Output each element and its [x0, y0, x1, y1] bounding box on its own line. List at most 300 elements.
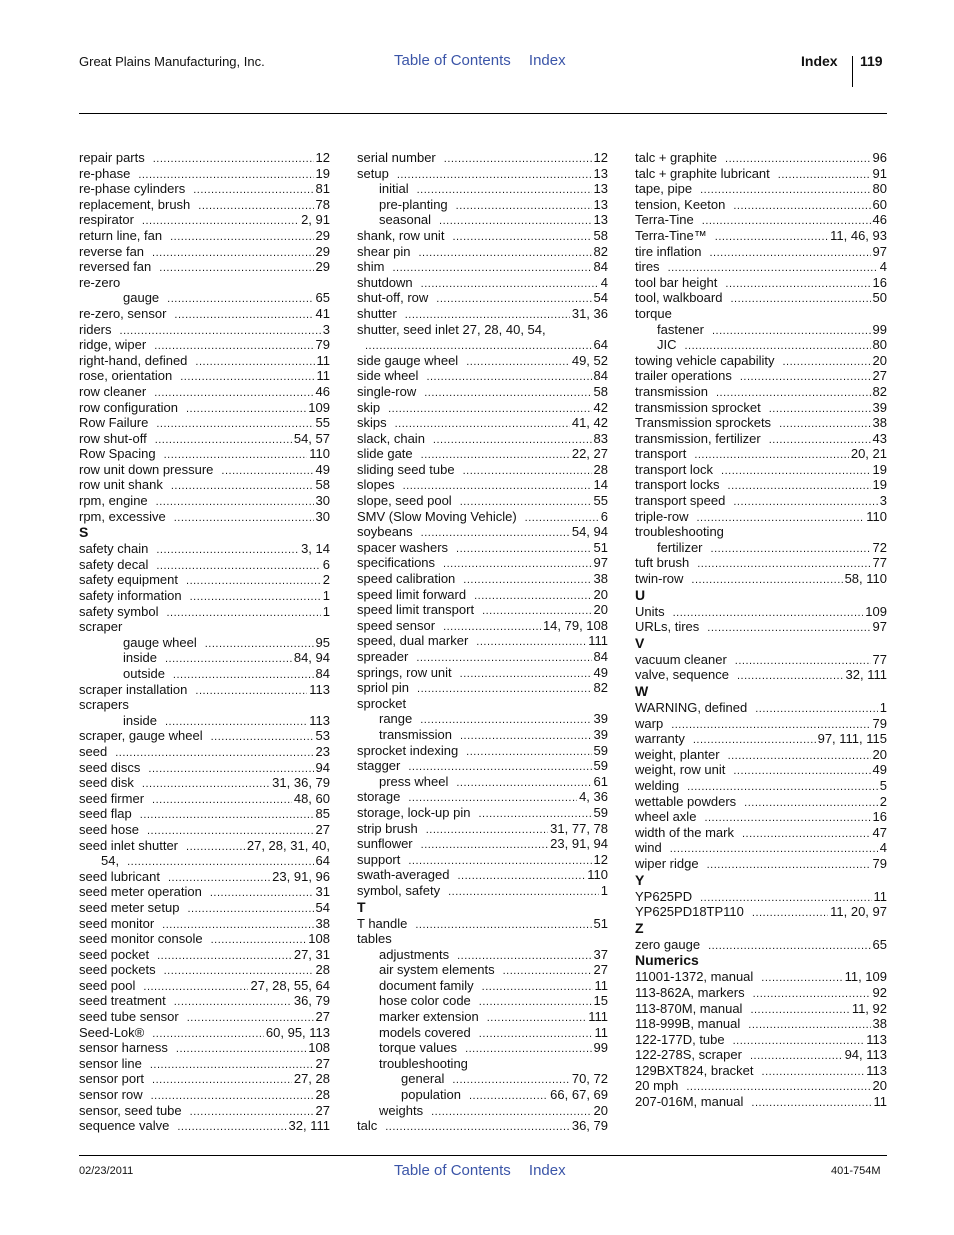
index-term: sliding seed tube: [357, 461, 455, 477]
page-reference[interactable]: 113: [866, 1031, 887, 1047]
page-reference[interactable]: 82: [593, 680, 608, 696]
index-letter-heading: Z: [635, 919, 644, 936]
dot-leader: [466, 745, 591, 761]
dot-leader: [397, 168, 592, 184]
index-term: seed meter operation: [79, 884, 202, 900]
page-reference[interactable]: 59: [593, 804, 608, 820]
page-reference[interactable]: 80: [872, 181, 887, 197]
page-reference[interactable]: 30: [315, 508, 330, 524]
page-reference[interactable]: 14, 79, 108: [542, 617, 608, 633]
table-of-contents-link[interactable]: Table of Contents: [394, 1162, 511, 1179]
page-reference[interactable]: 1: [322, 588, 330, 604]
page-reference[interactable]: 41: [315, 305, 330, 321]
page-reference[interactable]: 51: [593, 915, 608, 931]
page-reference[interactable]: 80: [872, 337, 887, 353]
page-reference[interactable]: 2: [879, 793, 887, 809]
index-term: 113-862A, markers: [635, 984, 745, 1000]
page-reference[interactable]: 96: [872, 150, 887, 165]
page-reference[interactable]: 11, 20, 97: [830, 904, 887, 920]
index-term: sensor line: [79, 1055, 142, 1071]
page-reference[interactable]: 111: [588, 1009, 608, 1025]
page-reference[interactable]: 79: [872, 715, 887, 731]
dot-leader: [482, 980, 593, 996]
index-entry: [635, 166, 887, 182]
index-term: transport: [635, 446, 687, 462]
index-entry: [357, 1071, 608, 1087]
index-term: sprocket indexing: [357, 742, 459, 758]
page-reference[interactable]: 11: [873, 1094, 887, 1110]
page-reference[interactable]: 48, 60: [293, 790, 330, 806]
page-reference[interactable]: 31, 36: [571, 305, 608, 321]
index-entry: [635, 1032, 887, 1048]
page-reference[interactable]: 58: [593, 227, 608, 243]
page-reference[interactable]: 99: [872, 321, 887, 337]
page-reference[interactable]: 28: [593, 461, 608, 477]
page-reference[interactable]: 15: [593, 993, 608, 1009]
page-reference[interactable]: 29: [315, 259, 330, 275]
index-term: soybeans: [357, 524, 413, 540]
page-reference[interactable]: 58: [593, 383, 608, 399]
page-reference[interactable]: 23, 91, 96: [272, 868, 330, 884]
dot-leader: [456, 776, 591, 792]
index-entry: [79, 493, 330, 509]
dot-leader: [460, 729, 592, 745]
page-reference[interactable]: 13: [593, 165, 608, 181]
dot-leader: [709, 246, 870, 262]
index-term: shim: [357, 259, 385, 275]
index-entry: [357, 509, 608, 525]
index-term: T handle: [357, 915, 408, 931]
index-entry: [79, 900, 330, 916]
index-term: stagger: [357, 758, 401, 774]
page-reference[interactable]: 42: [593, 399, 608, 415]
dot-leader: [479, 1027, 593, 1043]
table-of-contents-link[interactable]: Table of Contents: [394, 52, 511, 69]
page-reference[interactable]: 66, 67, 69: [550, 1087, 608, 1103]
index-entry: [79, 713, 330, 729]
index-entry: [635, 985, 887, 1001]
page-reference[interactable]: 84: [593, 649, 608, 664]
index-term: specifications: [357, 555, 436, 571]
index-term: shank, row unit: [357, 227, 445, 243]
page-reference[interactable]: 49: [593, 664, 608, 680]
page-reference[interactable]: 36, 79: [571, 1118, 608, 1134]
page-reference[interactable]: 54, 94: [571, 524, 608, 540]
index-term: range: [379, 711, 413, 727]
page-reference[interactable]: 49: [315, 461, 330, 477]
index-term: twin-row: [635, 571, 684, 587]
index-entry: [635, 825, 887, 841]
page-reference[interactable]: 38: [593, 571, 608, 587]
page-reference[interactable]: 65: [872, 936, 887, 952]
index-entry: [635, 700, 887, 716]
page-reference[interactable]: 95: [315, 634, 330, 650]
page-reference[interactable]: 39: [593, 726, 608, 742]
page-reference[interactable]: 1: [879, 700, 887, 715]
page-reference[interactable]: 38: [315, 915, 330, 931]
page-reference[interactable]: 97, 111, 115: [817, 731, 887, 747]
page-reference[interactable]: 38: [872, 1016, 887, 1032]
page-reference[interactable]: 28: [315, 962, 330, 978]
index-entry: [357, 947, 608, 963]
index-entry: [79, 541, 330, 557]
page-reference[interactable]: 82: [593, 243, 608, 259]
index-entry: [635, 306, 887, 322]
page-reference[interactable]: 51: [593, 539, 608, 555]
page-reference[interactable]: 11, 109: [844, 969, 887, 985]
page-reference[interactable]: 27: [315, 1055, 330, 1071]
index-entry: [357, 852, 608, 868]
page-reference[interactable]: 58, 110: [844, 571, 887, 587]
index-term: 118-999B, manual: [635, 1016, 741, 1032]
index-term: initial: [379, 181, 409, 197]
index-entry: [635, 150, 887, 166]
index-entry: [79, 462, 330, 478]
page-reference[interactable]: 3: [879, 493, 887, 509]
page-reference[interactable]: 85: [315, 806, 330, 822]
index-term: tape, pipe: [635, 181, 693, 197]
index-entry: [635, 667, 887, 683]
index-term: scraper installation: [79, 681, 188, 697]
index-entry: [357, 555, 608, 571]
index-entry: [79, 228, 330, 244]
page-reference[interactable]: 54, 57: [293, 430, 330, 446]
page-reference[interactable]: 47: [872, 824, 887, 840]
index-term: press wheel: [379, 773, 449, 789]
index-term: gauge: [123, 290, 160, 306]
page-reference[interactable]: 6: [600, 508, 608, 524]
index-term: row unit shank: [79, 477, 163, 493]
index-term: storage, lock-up pin: [357, 804, 471, 820]
page-reference[interactable]: 82: [872, 383, 887, 399]
page-reference[interactable]: 27: [315, 1102, 330, 1118]
page-reference[interactable]: 4, 36: [579, 789, 608, 805]
page-reference[interactable]: 27: [315, 1009, 330, 1025]
dot-leader: [712, 324, 871, 340]
page-reference[interactable]: 12: [315, 150, 330, 165]
page-reference[interactable]: 84: [315, 666, 330, 681]
page-reference[interactable]: 27, 28, 31, 40,: [246, 837, 330, 853]
index-entry: [79, 197, 330, 213]
index-entry: [635, 509, 887, 525]
page-reference[interactable]: 13: [593, 196, 608, 212]
page-reference[interactable]: 59: [593, 742, 608, 758]
page-reference[interactable]: 20: [593, 1102, 608, 1118]
page-reference[interactable]: 94: [315, 759, 330, 775]
index-entry: [79, 884, 330, 900]
page-reference[interactable]: 110: [309, 446, 330, 462]
page-reference[interactable]: 28: [315, 1087, 330, 1103]
index-entry: [357, 993, 608, 1009]
page-reference[interactable]: 46: [872, 212, 887, 228]
page-reference[interactable]: 32, 111: [288, 1118, 330, 1134]
page-reference[interactable]: 77: [872, 555, 887, 571]
page-reference[interactable]: 46: [315, 383, 330, 399]
index-term: vacuum cleaner: [635, 651, 727, 667]
dot-leader: [156, 543, 299, 559]
page-reference[interactable]: 19: [872, 461, 887, 477]
page-reference[interactable]: 72: [872, 539, 887, 555]
page-reference[interactable]: 70, 72: [571, 1071, 608, 1087]
page-reference[interactable]: 54: [593, 290, 608, 306]
page-reference[interactable]: 29: [315, 227, 330, 243]
index-entry: [79, 431, 330, 447]
page-reference[interactable]: 79: [872, 855, 887, 871]
page-reference[interactable]: 12: [593, 851, 608, 867]
index-entry: [357, 290, 608, 306]
index-entry: [79, 978, 330, 994]
page-reference[interactable]: 4: [600, 274, 608, 290]
index-term: weight, row unit: [635, 762, 726, 778]
page-reference[interactable]: 84, 94: [293, 650, 330, 666]
index-term: serial number: [357, 150, 436, 165]
page-reference[interactable]: 78: [315, 196, 330, 212]
page-reference[interactable]: 23: [315, 743, 330, 759]
index-term: side wheel: [357, 368, 419, 384]
page-reference[interactable]: 20, 21: [850, 446, 887, 462]
page-reference[interactable]: 12: [593, 150, 608, 165]
page-reference[interactable]: 99: [593, 1040, 608, 1056]
page-reference[interactable]: 113: [309, 681, 330, 697]
page-reference[interactable]: 31, 77, 78: [550, 820, 608, 836]
index-term: seed firmer: [79, 790, 145, 806]
page-reference[interactable]: 11: [594, 977, 608, 993]
page-reference[interactable]: 64: [593, 337, 608, 353]
page-reference[interactable]: 23, 91, 94: [550, 836, 608, 852]
index-entry: [635, 604, 887, 620]
index-entry: [79, 290, 330, 306]
page-reference[interactable]: 110: [587, 867, 608, 883]
page-reference[interactable]: 14: [593, 477, 608, 493]
index-term: wiper ridge: [635, 855, 699, 871]
dot-leader: [433, 433, 592, 449]
page-reference[interactable]: 13: [593, 181, 608, 197]
index-term: scraper: [79, 619, 123, 635]
index-entry: [79, 962, 330, 978]
page-reference[interactable]: 19: [315, 165, 330, 181]
index-entry: [357, 821, 608, 837]
dot-leader: [426, 823, 548, 839]
page-reference[interactable]: 97: [872, 619, 887, 635]
index-term: slide gate: [357, 446, 413, 462]
page-reference[interactable]: 109: [308, 399, 330, 415]
index-entry: [79, 1103, 330, 1119]
dot-leader: [752, 906, 828, 922]
index-entry: [357, 743, 608, 759]
index-entry: [635, 969, 887, 985]
index-entry: [357, 602, 608, 618]
page-reference[interactable]: 2: [322, 572, 330, 588]
page-reference[interactable]: 11: [873, 888, 887, 904]
page-reference[interactable]: 97: [872, 243, 887, 259]
index-entry: [635, 400, 887, 416]
index-term: tire inflation: [635, 243, 702, 259]
index-entry: [357, 384, 608, 400]
page-reference[interactable]: 59: [593, 758, 608, 774]
index-entry: [357, 633, 608, 649]
index-term: row cleaner: [79, 383, 147, 399]
index-entry: [357, 758, 608, 774]
index-entry: [635, 1016, 887, 1032]
page-reference[interactable]: 60: [872, 196, 887, 212]
page-reference[interactable]: 22, 27: [571, 446, 608, 462]
dot-leader: [694, 448, 849, 464]
index-entry: [635, 747, 887, 763]
index-column-1: [79, 150, 330, 1134]
dot-leader: [166, 606, 320, 622]
page-reference[interactable]: 37: [593, 946, 608, 962]
page-reference[interactable]: 84: [593, 368, 608, 384]
dot-leader: [733, 199, 870, 215]
page-reference[interactable]: 91: [872, 165, 887, 181]
index-term: Units: [635, 603, 665, 619]
page-reference[interactable]: 4: [879, 840, 887, 856]
page-reference[interactable]: 49: [872, 762, 887, 778]
page-reference[interactable]: 109: [865, 603, 887, 619]
index-term: tires: [635, 259, 660, 275]
dot-leader: [155, 433, 292, 449]
page-reference[interactable]: 20: [872, 746, 887, 762]
index-entry: [635, 368, 887, 384]
dot-leader: [170, 230, 313, 246]
index-entry: [635, 446, 887, 462]
page-reference[interactable]: 84: [593, 259, 608, 275]
page-reference[interactable]: 55: [593, 493, 608, 509]
index-link[interactable]: Index: [528, 52, 566, 69]
index-entry: [357, 212, 608, 228]
page-reference[interactable]: 11, 92: [851, 1000, 887, 1016]
page-reference[interactable]: 6: [322, 556, 330, 572]
page-reference[interactable]: 41, 42: [571, 415, 608, 431]
page-reference[interactable]: 38: [872, 415, 887, 431]
page-reference[interactable]: 1: [322, 603, 330, 619]
index-entry: [79, 869, 330, 885]
index-term: seed: [79, 743, 108, 759]
dot-leader: [769, 402, 871, 418]
page-reference[interactable]: 20: [593, 586, 608, 602]
page-reference[interactable]: 39: [872, 399, 887, 415]
index-entry: [635, 1078, 887, 1094]
page-reference[interactable]: 27: [315, 821, 330, 837]
dot-leader: [737, 669, 844, 685]
page-reference[interactable]: 11: [316, 352, 330, 368]
index-term: storage: [357, 789, 401, 805]
page-reference[interactable]: 2, 91: [301, 212, 330, 228]
page-reference[interactable]: 113: [309, 712, 330, 728]
index-link[interactable]: Index: [528, 1162, 566, 1179]
page-reference[interactable]: 58: [315, 477, 330, 493]
index-entry: [79, 619, 330, 635]
page-reference[interactable]: 97: [593, 555, 608, 571]
page-reference[interactable]: 16: [872, 274, 887, 290]
page-reference[interactable]: 31: [315, 884, 330, 900]
index-term: re-phase cylinders: [79, 181, 186, 197]
page-reference[interactable]: 27: [593, 962, 608, 978]
index-term: document family: [379, 977, 474, 993]
index-entry: [79, 477, 330, 493]
page-reference[interactable]: 16: [872, 809, 887, 825]
page-reference[interactable]: 20: [872, 352, 887, 368]
page-reference[interactable]: 39: [593, 711, 608, 727]
page-reference[interactable]: 50: [872, 290, 887, 306]
index-entry: [79, 557, 330, 573]
index-term: seed lubricant: [79, 868, 160, 884]
page-reference[interactable]: 20: [872, 1078, 887, 1094]
page-reference[interactable]: 113: [866, 1062, 887, 1078]
page-reference[interactable]: 43: [872, 430, 887, 446]
page-reference[interactable]: 3, 14: [301, 541, 330, 557]
page-reference[interactable]: 108: [308, 1040, 330, 1056]
page-reference[interactable]: 11, 46, 93: [830, 227, 887, 243]
page-reference[interactable]: 3: [322, 321, 330, 337]
page-reference[interactable]: 29: [315, 243, 330, 259]
page-reference[interactable]: 27, 28, 55, 64: [250, 977, 330, 993]
page-reference[interactable]: 61: [593, 773, 608, 789]
index-entry: [635, 904, 887, 920]
page-reference[interactable]: 27, 28: [293, 1071, 330, 1087]
page-reference[interactable]: 13: [593, 212, 608, 228]
index-term: tuft brush: [635, 555, 690, 571]
page-reference[interactable]: 11: [316, 368, 330, 384]
page-reference[interactable]: 65: [315, 290, 330, 306]
index-entry: [79, 572, 330, 588]
page-reference[interactable]: 94, 113: [844, 1047, 887, 1063]
page-reference[interactable]: 5: [879, 777, 887, 793]
page-reference[interactable]: 32, 111: [845, 667, 887, 683]
page-reference[interactable]: 92: [872, 984, 887, 1000]
page-reference[interactable]: 4: [879, 259, 887, 275]
page-reference[interactable]: 19: [872, 477, 887, 493]
dot-leader: [479, 995, 592, 1011]
index-entry: [79, 446, 330, 462]
page-reference[interactable]: 83: [593, 430, 608, 446]
dot-leader: [426, 370, 591, 386]
page-reference[interactable]: 81: [315, 181, 330, 197]
index-term: fastener: [657, 321, 704, 337]
index-term: safety chain: [79, 541, 149, 557]
page-reference[interactable]: 20: [593, 602, 608, 618]
page-reference[interactable]: 53: [315, 728, 330, 744]
page-reference[interactable]: 55: [315, 415, 330, 431]
page-reference[interactable]: 108: [308, 931, 330, 947]
page-reference[interactable]: 111: [588, 633, 608, 649]
page-reference[interactable]: 31, 36, 79: [272, 775, 330, 791]
dot-leader: [733, 764, 870, 780]
page-reference[interactable]: 77: [872, 651, 887, 667]
index-term: row unit down pressure: [79, 461, 214, 477]
page-reference[interactable]: 60, 95, 113: [265, 1024, 330, 1040]
page-reference[interactable]: 79: [315, 337, 330, 353]
index-term: seed inlet shutter: [79, 837, 179, 853]
dot-leader: [456, 542, 591, 558]
page-reference[interactable]: 36, 79: [293, 993, 330, 1009]
page-reference[interactable]: 11: [594, 1024, 608, 1040]
page-reference[interactable]: 54: [315, 899, 330, 915]
index-entry: [79, 728, 330, 744]
index-term: speed calibration: [357, 571, 456, 587]
page-reference[interactable]: 49, 52: [571, 352, 608, 368]
page-reference[interactable]: 110: [866, 508, 887, 524]
index-term: tables: [357, 931, 392, 947]
page-reference[interactable]: 27, 31: [293, 946, 330, 962]
page-reference[interactable]: 64: [315, 853, 330, 869]
page-reference[interactable]: 30: [315, 493, 330, 509]
index-term: valve, sequence: [635, 667, 729, 683]
index-entry: [357, 696, 608, 712]
page-reference[interactable]: 1: [600, 882, 608, 898]
index-term: spriol pin: [357, 680, 410, 696]
page-reference[interactable]: 27: [872, 368, 887, 384]
